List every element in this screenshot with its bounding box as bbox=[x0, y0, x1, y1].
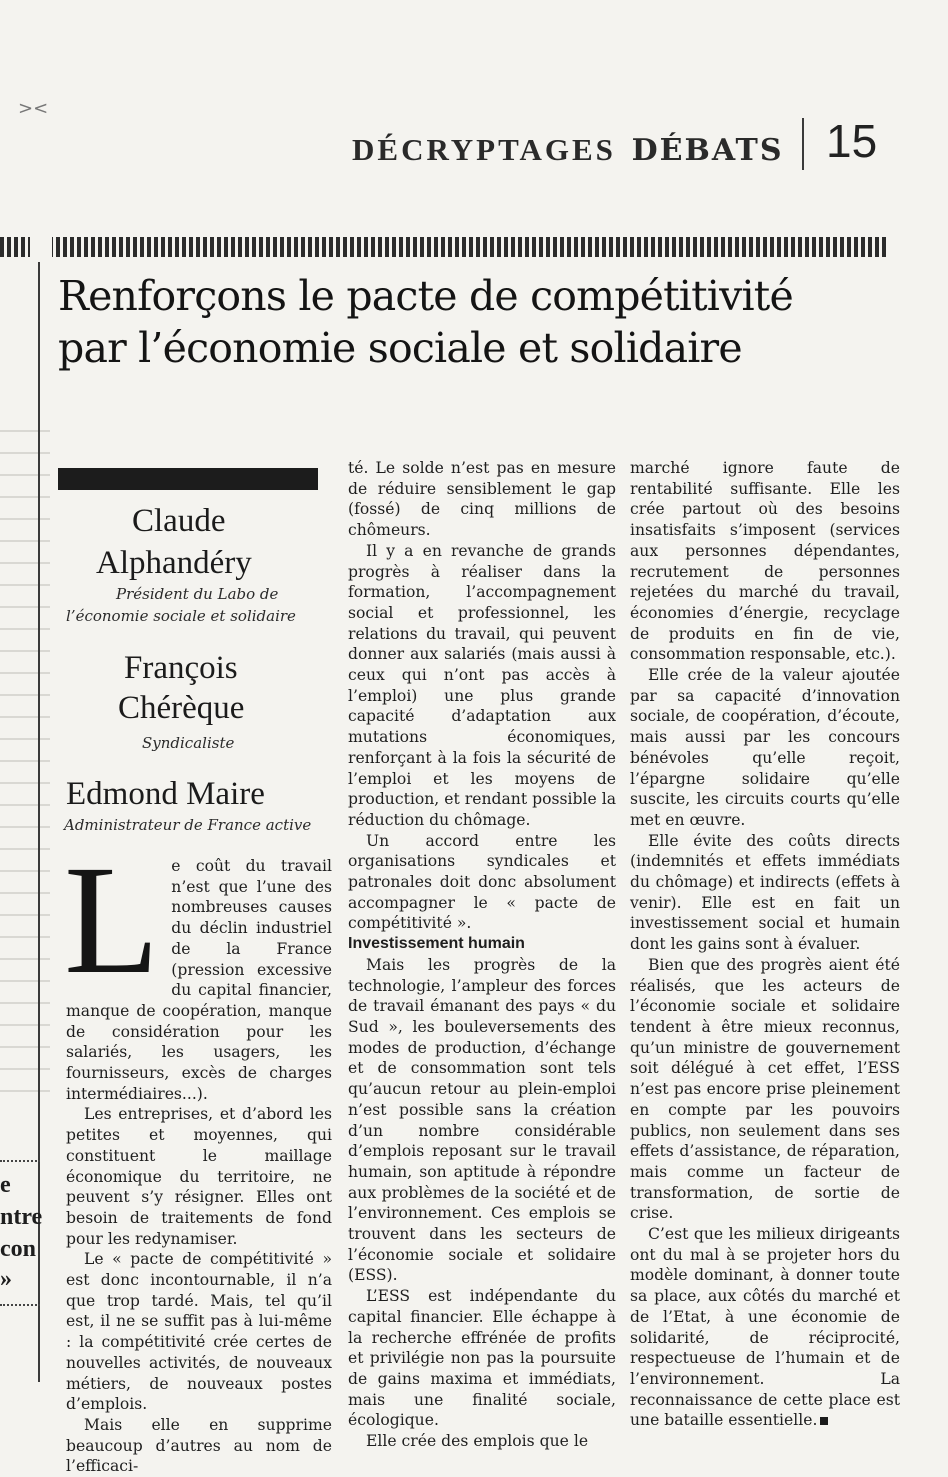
scissor-icon: >< bbox=[18, 98, 49, 119]
paragraph bbox=[630, 1224, 900, 1431]
column-3 bbox=[630, 458, 900, 1431]
side-fragment: con bbox=[0, 1236, 36, 1262]
headline-line-1: Renforçons le pacte de compétitivité bbox=[58, 272, 793, 320]
author-bar bbox=[58, 468, 318, 490]
dotted-rule bbox=[0, 1304, 40, 1308]
author-role-line: Président du Labo de bbox=[116, 585, 279, 603]
author-role-line: l’économie sociale et solidaire bbox=[66, 607, 296, 625]
paragraph: Mais les progrès de la technologie, l’ampleur des forces de travail émanant des pays « du Sud », les bouleversements des modes de production, d’échange et de consommation sont tels qu’aucun retour au plein-emploi n’est possible sans la création d’un nombre considérable d’emplois reposant sur le travail humain, son aptitude à répondre aux problèmes de la société et de l’environnement. Ces emplois se trouvent dans les secteurs de l’économie sociale et solidaire (ESS). bbox=[348, 955, 616, 1285]
paragraph: Le « pacte de compétitivité » est donc incontournable, il n’a que trop tardé. Mais, tel qu’il est, il ne se suffit pas à lui-même : la compétitivité crée certes de nouvelles activités, de nouveaux métiers, de nouveaux postes d’emplois. bbox=[66, 1250, 332, 1414]
paragraph: Il y a en revanche de grands progrès à réaliser dans la formation, l’accompagnement social et professionnel, les relations du travail, qui peuvent donner aux salariés (mais aussi à ceux qui n’ont pas accès à l’emploi) une plus grande capacité d’adaptation aux mutations économiques, renforçant à la fois la sécurité de l’emploi et les moyens de production, et rendant possible la réduction du chômage. bbox=[348, 541, 616, 829]
paragraph-text: C’est que les milieux dirigeants ont du mal à se projeter hors du modèle dominant, à donner toute sa place, aux côtés du marché et de l’Etat, à une économie de solidarité, de réciprocité, respectueuse de l’humain et de l’environnement. La reconnaissance de cette place est une bataille essentielle. bbox=[630, 1225, 900, 1430]
paragraph: marché ignore faute de rentabilité suffisante. Elle les crée partout où des besoins insatisfaits s’imposent (services aux personnes dépendantes, recrutement de personnes rejetées du marché du travail, économies d’énergie, recyclage de produits en fin de vie, consommation responsable, etc.). bbox=[630, 459, 900, 664]
paragraph: Bien que des progrès aient été réalisés, que les acteurs de l’économie sociale et solidaire tendent à être mieux reconnus, qu’un ministre de gouvernement soit délégué à cet effet, l’ESS n’est pas encore prise pleinement en compte par les pouvoirs publics, non seulement dans ses effets d’assistance, de réparation, mais comme un facteur de transformation, de sortie de crise. bbox=[630, 955, 900, 1223]
author-name-line: François bbox=[124, 650, 238, 686]
bleed-through-texture bbox=[0, 430, 50, 1110]
author-name-line: Edmond Maire bbox=[66, 776, 265, 812]
author-name-line: Chérèque bbox=[118, 690, 245, 726]
paragraph: Elle crée des emplois que le bbox=[366, 1432, 589, 1451]
rule-gap bbox=[30, 237, 52, 257]
author-role-line: Syndicaliste bbox=[142, 734, 235, 752]
column-1 bbox=[64, 833, 332, 1477]
author-role-line: Administrateur de France active bbox=[64, 816, 312, 834]
drop-cap: L bbox=[64, 833, 160, 1006]
page-number: 15 bbox=[826, 115, 878, 167]
side-fragment: ntre bbox=[0, 1204, 43, 1230]
paragraph: Elle crée de la valeur ajoutée par sa capacité d’innovation sociale, de coopération, d’écoute, mais aussi par les concours bénévoles qu’elle reçoit, l’épargne solidaire qu’elle suscite, les circuits courts qu’elle met en œuvre. bbox=[630, 666, 900, 829]
paragraph: té. Le solde n’est pas en mesure de réduire sensiblement le gap (fossé) de cinq millions de chômeurs. bbox=[348, 459, 616, 540]
side-fragment: e bbox=[0, 1172, 11, 1198]
headline-line-2: par l’économie sociale et solidaire bbox=[58, 324, 742, 372]
subheading: Investissement humain bbox=[348, 935, 525, 953]
decorative-rule bbox=[0, 237, 888, 257]
paragraph-text: e coût du travail n’est que l’une des nombreuses causes du déclin industriel de la France (pression excessive du capital financier, manque de coopération, manque de considération pour les salariés, les usagers, les fournisseurs, excès de charges intermédiaires...). bbox=[66, 857, 332, 1103]
side-fragment: » bbox=[0, 1266, 12, 1292]
section-name-bold: DÉBATS bbox=[631, 133, 784, 168]
paragraph: Elle évite des coûts directs (indemnités et effets immédiats du chômage) et indirects (effets à venir). Elle est en fait un investissement social et humain dont les gains sont à évaluer. bbox=[630, 831, 900, 954]
paragraph: L’ESS est indépendante du capital financier. Elle échappe à la recherche effrénée de profits et privilégie non pas la poursuite de gains maxima et immédiats, mais une finalité sociale, écologique. bbox=[348, 1287, 616, 1430]
author-name-line: Claude bbox=[132, 503, 226, 539]
end-mark-icon bbox=[820, 1417, 828, 1425]
author-name-line: Alphandéry bbox=[96, 545, 252, 581]
paragraph: Les entreprises, et d’abord les petites et moyennes, qui constituent le maillage économique du territoire, ne peuvent s’y résigner. Elles ont besoin de traitements de fond pour les redynamiser. bbox=[66, 1105, 332, 1248]
paragraph: Un accord entre les organisations syndicales et patronales doit donc absolument accompagner le « pacte de compétitivité ». bbox=[348, 831, 616, 933]
paragraph: Mais elle en supprime beaucoup d’autres au nom de l’efficaci- bbox=[66, 1415, 332, 1476]
section-label bbox=[352, 132, 784, 168]
column-2 bbox=[348, 458, 616, 1452]
dotted-rule bbox=[0, 1160, 40, 1164]
headline bbox=[58, 270, 918, 374]
header-separator bbox=[802, 118, 804, 170]
section-name: DÉCRYPTAGES bbox=[352, 132, 616, 167]
paragraph bbox=[64, 833, 332, 1104]
